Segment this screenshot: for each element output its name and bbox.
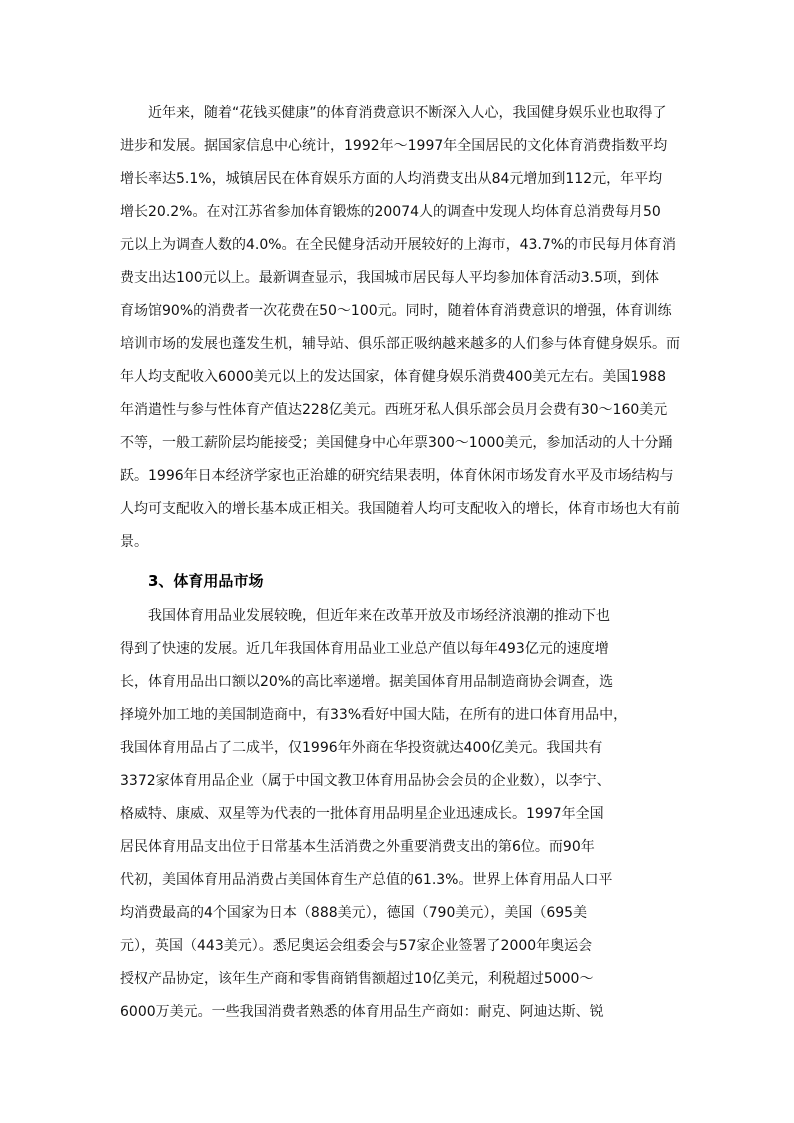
- paragraph-line: 均消费最高的4个国家为日本（888美元），德国（790美元），美国（695美: [120, 905, 588, 921]
- paragraph-line: 择境外加工地的美国制造商中，有33%看好中国大陆，在所有的进口体育用品中，: [120, 707, 628, 723]
- paragraph-line: 我国体育用品业发展较晚，但近年来在改革开放及市场经济浪潮的推动下也: [120, 608, 610, 624]
- paragraph-line: 增长率达5.1%，城镇居民在体育娱乐方面的人均消费支出从84元增加到112元，年平均: [120, 171, 663, 187]
- paragraph-line: 培训市场的发展也蓬发生机，辅导站、俱乐部正吸纳越来越多的人们参与体育健身娱乐。而: [120, 336, 680, 352]
- paragraph-line: 格威特、康威、双星等为代表的一批体育用品明星企业迅速成长。1997年全国: [120, 806, 604, 822]
- paragraph-line: 6000万美元。一些我国消费者熟悉的体育用品生产商如：耐克、阿迪达斯、锐: [120, 1004, 604, 1020]
- section-heading: 3、体育用品市场: [148, 572, 264, 590]
- paragraph-line: 代初，美国体育用品消费占美国体育生产总值的61.3%。世界上体育用品人口平: [120, 872, 613, 888]
- paragraph-line: 近年来，随着“花钱买健康”的体育消费意识不断深入人心，我国健身娱乐业也取得了: [120, 105, 667, 121]
- paragraph-line: 3372家体育用品企业（属于中国文教卫体育用品协会会员的企业数），以李宁、: [120, 773, 611, 789]
- paragraph-line: 长，体育用品出口额以20%的高比率递增。据美国体育用品制造商协会调查，选: [120, 674, 614, 690]
- paragraph-line: 增长20.2%。在对江苏省参加体育锻炼的20074人的调查中发现人均体育总消费每月50: [120, 204, 661, 220]
- paragraph-line: 元），英国（443美元）。悉尼奥运会组委会与57家企业签署了2000年奥运会: [120, 938, 593, 954]
- paragraph-line: 我国体育用品占了二成半，仅1996年外商在华投资就达400亿美元。我国共有: [120, 740, 603, 756]
- paragraph-line: 费支出达100元以上。最新调查显示，我国城市居民每人平均参加体育活动3.5项，到体: [120, 270, 659, 286]
- paragraph-line: 跃。1996年日本经济学家也正治雄的研究结果表明，体育休闲市场发育水平及市场结构与: [120, 468, 674, 484]
- paragraph-line: 进步和发展。据国家信息中心统计，1992年～1997年全国居民的文化体育消费指数平均: [120, 138, 668, 154]
- paragraph-line: 得到了快速的发展。近几年我国体育用品业工业总产值以每年493亿元的速度增: [120, 641, 609, 657]
- paragraph-line: 年消遣性与参与性体育产值达228亿美元。西班牙私人俱乐部会员月会费有30～160美元: [120, 402, 668, 418]
- paragraph-line: 育场馆90%的消费者一次花费在50～100元。同时，随着体育消费意识的增强，体育训练: [120, 303, 672, 319]
- paragraph-line: 景。: [120, 534, 148, 550]
- paragraph-line: 人均可支配收入的增长基本成正相关。我国随着人均可支配收入的增长，体育市场也大有前: [120, 501, 680, 517]
- paragraph-line: 居民体育用品支出位于日常基本生活消费之外重要消费支出的第6位。而90年: [120, 839, 595, 855]
- paragraph-line: 授权产品协定，该年生产商和零售商销售额超过10亿美元，利税超过5000～: [120, 971, 594, 987]
- paragraph-line: 年人均支配收入6000美元以上的发达国家，体育健身娱乐消费400美元左右。美国1988: [120, 369, 666, 385]
- paragraph-line: 不等，一般工薪阶层均能接受；美国健身中心年票300～1000美元，参加活动的人十分踊: [120, 435, 673, 451]
- paragraph-line: 元以上为调查人数的4.0%。在全民健身活动开展较好的上海市，43.7%的市民每月体育消: [120, 237, 677, 253]
